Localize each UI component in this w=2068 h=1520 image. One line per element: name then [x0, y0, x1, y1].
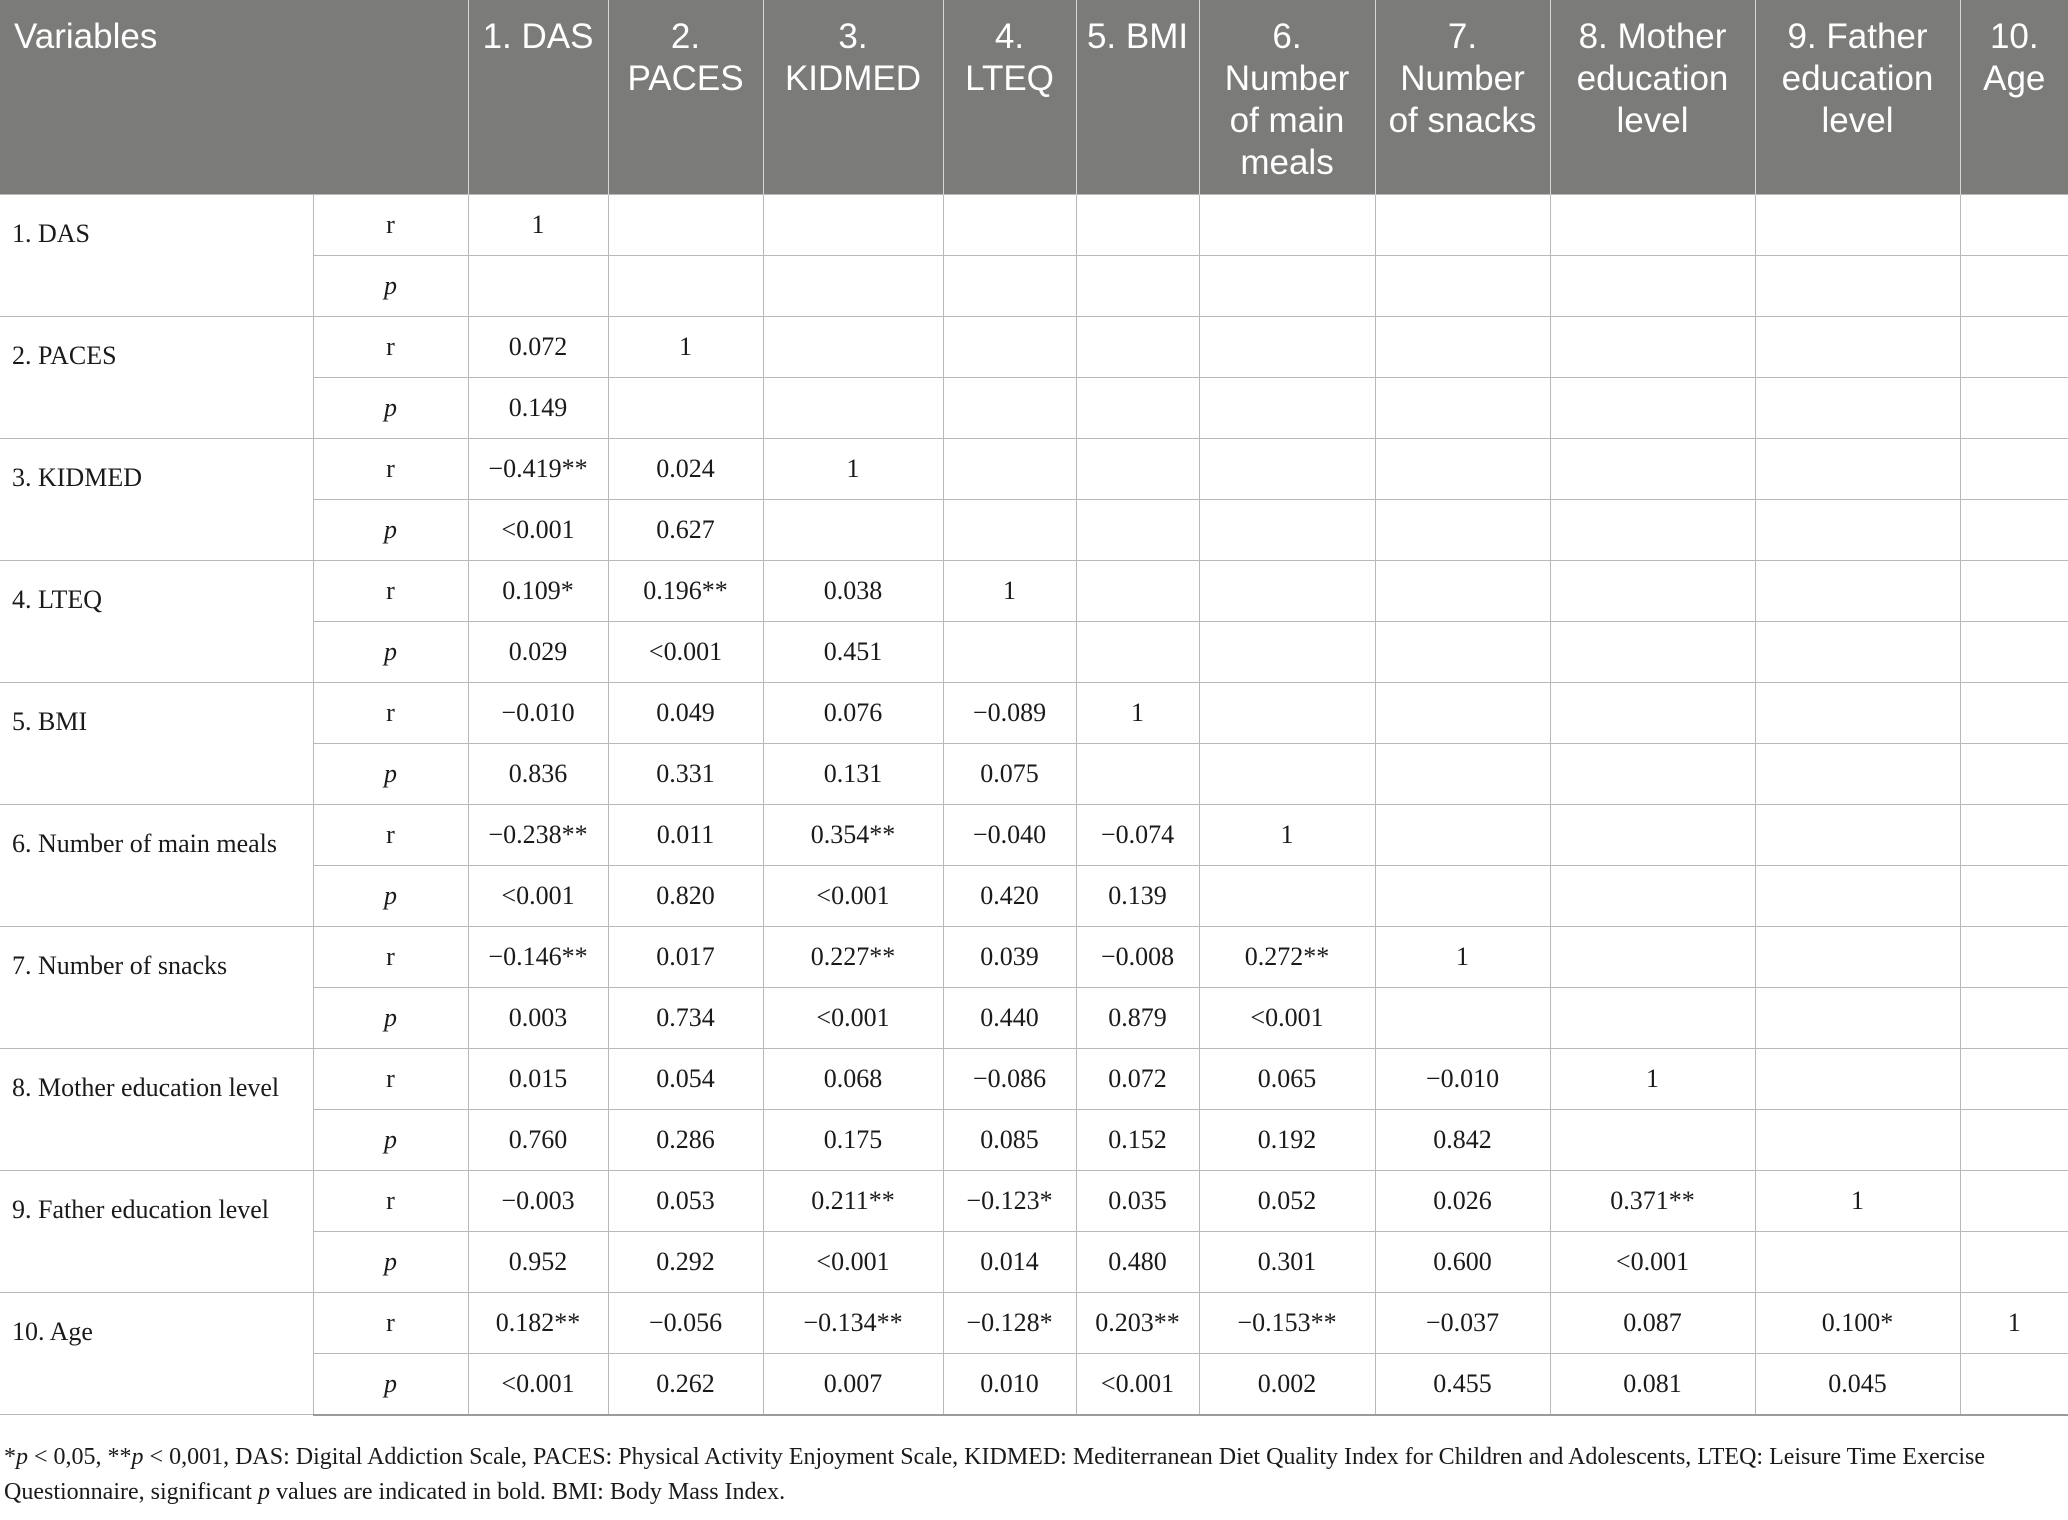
correlation-value	[1550, 561, 1755, 622]
correlation-value	[1960, 317, 2068, 378]
p-value: 0.045	[1755, 1354, 1960, 1415]
correlation-value: 0.272**	[1199, 927, 1375, 988]
p-value	[1960, 622, 2068, 683]
correlation-value	[1375, 439, 1550, 500]
p-value	[763, 500, 943, 561]
p-value: 0.842	[1375, 1110, 1550, 1171]
p-value	[1375, 744, 1550, 805]
p-value	[1199, 866, 1375, 927]
correlation-value: 1	[1755, 1171, 1960, 1232]
p-value	[943, 256, 1076, 317]
correlation-value: 0.035	[1076, 1171, 1199, 1232]
p-value: 0.879	[1076, 988, 1199, 1049]
p-value	[608, 256, 763, 317]
p-value: 0.081	[1550, 1354, 1755, 1415]
correlation-value	[1375, 317, 1550, 378]
stat-label-r: r	[313, 1293, 468, 1354]
p-value	[763, 378, 943, 439]
correlation-value: 1	[468, 195, 608, 256]
p-value: 0.301	[1199, 1232, 1375, 1293]
p-value	[1960, 1354, 2068, 1415]
correlation-value	[763, 195, 943, 256]
p-value	[1375, 866, 1550, 927]
correlation-value: 0.052	[1199, 1171, 1375, 1232]
p-value	[1375, 622, 1550, 683]
correlation-value: −0.153**	[1199, 1293, 1375, 1354]
correlation-value: 0.039	[943, 927, 1076, 988]
correlation-value: −0.238**	[468, 805, 608, 866]
p-value	[1375, 988, 1550, 1049]
correlation-value: 1	[1199, 805, 1375, 866]
correlation-value: −0.134**	[763, 1293, 943, 1354]
correlation-value	[1199, 561, 1375, 622]
correlation-value: 1	[943, 561, 1076, 622]
correlation-value	[1960, 439, 2068, 500]
stat-label-r: r	[313, 1049, 468, 1110]
stat-label-p: p	[313, 1110, 468, 1171]
p-value	[1375, 500, 1550, 561]
header-variables: Variables	[0, 0, 468, 195]
p-value	[1375, 378, 1550, 439]
p-value	[1550, 744, 1755, 805]
p-value	[1076, 256, 1199, 317]
p-value	[1550, 988, 1755, 1049]
p-value	[1960, 744, 2068, 805]
p-value: 0.152	[1076, 1110, 1199, 1171]
correlation-value: 0.203**	[1076, 1293, 1199, 1354]
column-header: 3. KIDMED	[763, 0, 943, 195]
p-value	[1755, 1232, 1960, 1293]
correlation-value	[1550, 927, 1755, 988]
correlation-value: 0.087	[1550, 1293, 1755, 1354]
p-value: 0.007	[763, 1354, 943, 1415]
p-value	[1960, 378, 2068, 439]
correlation-value	[1755, 683, 1960, 744]
p-value	[943, 378, 1076, 439]
footnote-p-symbol: p	[131, 1444, 144, 1470]
p-value: 0.451	[763, 622, 943, 683]
correlation-value: −0.010	[468, 683, 608, 744]
p-value: 0.085	[943, 1110, 1076, 1171]
correlation-value: 0.211**	[763, 1171, 943, 1232]
p-value	[1960, 256, 2068, 317]
p-value	[1755, 500, 1960, 561]
stat-label-r: r	[313, 805, 468, 866]
correlation-value: 0.026	[1375, 1171, 1550, 1232]
stat-label-r: r	[313, 561, 468, 622]
correlation-value: 1	[763, 439, 943, 500]
column-header: 8. Mother education level	[1550, 0, 1755, 195]
correlation-value: 0.017	[608, 927, 763, 988]
correlation-value	[1960, 1049, 2068, 1110]
stat-label-r: r	[313, 317, 468, 378]
p-value	[1199, 256, 1375, 317]
p-value: 0.952	[468, 1232, 608, 1293]
correlation-value: −0.089	[943, 683, 1076, 744]
correlation-value	[608, 195, 763, 256]
stat-label-p: p	[313, 622, 468, 683]
correlation-value: 0.065	[1199, 1049, 1375, 1110]
p-value: 0.149	[468, 378, 608, 439]
correlation-value: 0.049	[608, 683, 763, 744]
correlation-value: 0.068	[763, 1049, 943, 1110]
table-row	[0, 1049, 2068, 1110]
table-row	[0, 561, 2068, 622]
correlation-value	[1550, 317, 1755, 378]
p-value	[1960, 866, 2068, 927]
p-value: 0.175	[763, 1110, 943, 1171]
column-header: 4. LTEQ	[943, 0, 1076, 195]
correlation-value: 0.196**	[608, 561, 763, 622]
p-value: 0.420	[943, 866, 1076, 927]
correlation-value	[1755, 1049, 1960, 1110]
correlation-value	[1076, 561, 1199, 622]
stat-label-p: p	[313, 256, 468, 317]
table-row	[0, 1293, 2068, 1354]
correlation-value	[1550, 439, 1755, 500]
header-row	[0, 0, 2068, 195]
p-value	[1076, 744, 1199, 805]
correlation-value	[1076, 317, 1199, 378]
correlation-value: 0.024	[608, 439, 763, 500]
correlation-value	[1550, 683, 1755, 744]
stat-label-r: r	[313, 927, 468, 988]
p-value: 0.010	[943, 1354, 1076, 1415]
correlation-value	[1960, 195, 2068, 256]
p-value: 0.029	[468, 622, 608, 683]
p-value	[943, 500, 1076, 561]
correlation-value	[1960, 1171, 2068, 1232]
correlation-value: 1	[1076, 683, 1199, 744]
correlation-value	[1755, 805, 1960, 866]
p-value: 0.455	[1375, 1354, 1550, 1415]
p-value: <0.001	[468, 1354, 608, 1415]
stat-label-p: p	[313, 1354, 468, 1415]
p-value: 0.760	[468, 1110, 608, 1171]
column-header: 10. Age	[1960, 0, 2068, 195]
correlation-value	[1199, 195, 1375, 256]
table-row	[0, 195, 2068, 256]
stat-label-p: p	[313, 866, 468, 927]
correlation-value: −0.040	[943, 805, 1076, 866]
p-value	[1550, 378, 1755, 439]
correlation-value: 0.109*	[468, 561, 608, 622]
correlation-value	[1199, 317, 1375, 378]
p-value	[1960, 988, 2068, 1049]
correlation-value	[1960, 927, 2068, 988]
correlation-value: −0.010	[1375, 1049, 1550, 1110]
table-row	[0, 439, 2068, 500]
stat-label-p: p	[313, 378, 468, 439]
p-value	[943, 622, 1076, 683]
p-value	[1199, 500, 1375, 561]
correlation-value: −0.123*	[943, 1171, 1076, 1232]
correlation-value: −0.056	[608, 1293, 763, 1354]
p-value	[1199, 378, 1375, 439]
p-value: <0.001	[1199, 988, 1375, 1049]
correlation-value: −0.008	[1076, 927, 1199, 988]
p-value: <0.001	[763, 866, 943, 927]
table-row	[0, 805, 2068, 866]
correlation-value	[1550, 195, 1755, 256]
stat-label-p: p	[313, 1232, 468, 1293]
p-value	[1550, 866, 1755, 927]
p-value	[1960, 1232, 2068, 1293]
p-value: <0.001	[1076, 1354, 1199, 1415]
p-value	[1755, 622, 1960, 683]
correlation-value	[1960, 805, 2068, 866]
correlation-value	[1755, 439, 1960, 500]
p-value	[1076, 378, 1199, 439]
row-variable-label: 2. PACES	[0, 317, 313, 439]
p-value: <0.001	[608, 622, 763, 683]
p-value	[1199, 744, 1375, 805]
correlation-value: 0.054	[608, 1049, 763, 1110]
stat-label-r: r	[313, 683, 468, 744]
stat-label-r: r	[313, 195, 468, 256]
footnote-text: < 0,001, DAS: Digital Addiction Scale, PACES: Physical Activity Enjoyment Scale, KIDMED: Mediterranean Diet Quality Index for Children and Adolescents, LTEQ: Leisure Time Exercise Questionnaire, significant	[4, 1444, 1986, 1505]
correlation-value: 0.011	[608, 805, 763, 866]
correlation-value	[1076, 439, 1199, 500]
p-value: <0.001	[1550, 1232, 1755, 1293]
p-value	[1755, 378, 1960, 439]
column-header: 9. Father education level	[1755, 0, 1960, 195]
p-value: 0.139	[1076, 866, 1199, 927]
table-row	[0, 317, 2068, 378]
p-value: 0.014	[943, 1232, 1076, 1293]
correlation-value	[1550, 805, 1755, 866]
correlation-value	[1375, 195, 1550, 256]
p-value	[1755, 256, 1960, 317]
row-variable-label: 10. Age	[0, 1293, 313, 1415]
p-value: 0.002	[1199, 1354, 1375, 1415]
p-value: 0.075	[943, 744, 1076, 805]
p-value	[1550, 256, 1755, 317]
correlation-value	[1960, 561, 2068, 622]
correlation-value: 0.038	[763, 561, 943, 622]
column-header: 7. Number of snacks	[1375, 0, 1550, 195]
correlation-value: 1	[1375, 927, 1550, 988]
p-value	[1550, 622, 1755, 683]
correlation-value: 0.072	[468, 317, 608, 378]
correlation-value	[943, 439, 1076, 500]
p-value: <0.001	[468, 866, 608, 927]
p-value	[1755, 744, 1960, 805]
p-value: 0.836	[468, 744, 608, 805]
correlation-value	[1755, 195, 1960, 256]
correlation-value: 0.227**	[763, 927, 943, 988]
p-value: 0.262	[608, 1354, 763, 1415]
footnote-p-symbol: p	[16, 1444, 28, 1470]
p-value	[1076, 622, 1199, 683]
p-value: <0.001	[468, 500, 608, 561]
correlation-value: 1	[1960, 1293, 2068, 1354]
p-value	[1199, 622, 1375, 683]
column-header: 2. PACES	[608, 0, 763, 195]
p-value	[1960, 1110, 2068, 1171]
correlation-value: −0.419**	[468, 439, 608, 500]
correlation-value: 0.354**	[763, 805, 943, 866]
correlation-value: 0.076	[763, 683, 943, 744]
correlation-value	[1755, 317, 1960, 378]
correlation-value	[1199, 683, 1375, 744]
stat-label-p: p	[313, 500, 468, 561]
p-value: 0.131	[763, 744, 943, 805]
p-value	[1076, 500, 1199, 561]
correlation-value: 1	[1550, 1049, 1755, 1110]
correlation-value: 0.015	[468, 1049, 608, 1110]
p-value: 0.286	[608, 1110, 763, 1171]
correlation-value	[1076, 195, 1199, 256]
correlation-value	[1199, 439, 1375, 500]
p-value	[1550, 500, 1755, 561]
p-value: 0.734	[608, 988, 763, 1049]
row-variable-label: 5. BMI	[0, 683, 313, 805]
correlation-value	[763, 317, 943, 378]
correlation-value: −0.128*	[943, 1293, 1076, 1354]
correlation-value: 1	[608, 317, 763, 378]
footnote-text: < 0,05, **	[28, 1444, 132, 1470]
correlation-value: 0.072	[1076, 1049, 1199, 1110]
correlation-value	[1375, 683, 1550, 744]
row-variable-label: 7. Number of snacks	[0, 927, 313, 1049]
stat-label-p: p	[313, 744, 468, 805]
row-variable-label: 4. LTEQ	[0, 561, 313, 683]
column-header: 6. Number of main meals	[1199, 0, 1375, 195]
correlation-value: −0.037	[1375, 1293, 1550, 1354]
p-value: 0.440	[943, 988, 1076, 1049]
p-value	[468, 256, 608, 317]
footnote-p-symbol: p	[257, 1479, 270, 1505]
table-footnote	[4, 1440, 2064, 1510]
correlation-value: −0.003	[468, 1171, 608, 1232]
p-value: 0.480	[1076, 1232, 1199, 1293]
p-value	[1755, 988, 1960, 1049]
correlation-value	[1755, 927, 1960, 988]
row-variable-label: 1. DAS	[0, 195, 313, 317]
column-header: 5. BMI	[1076, 0, 1199, 195]
correlation-value	[1375, 561, 1550, 622]
row-variable-label: 6. Number of main meals	[0, 805, 313, 927]
row-variable-label: 3. KIDMED	[0, 439, 313, 561]
table-body	[0, 195, 2068, 1415]
p-value	[1550, 1110, 1755, 1171]
table-row	[0, 1171, 2068, 1232]
p-value: <0.001	[763, 988, 943, 1049]
p-value	[1755, 866, 1960, 927]
p-value: 0.292	[608, 1232, 763, 1293]
p-value: 0.627	[608, 500, 763, 561]
p-value: 0.003	[468, 988, 608, 1049]
row-variable-label: 8. Mother education level	[0, 1049, 313, 1171]
row-variable-label: 9. Father education level	[0, 1171, 313, 1293]
stat-label-r: r	[313, 1171, 468, 1232]
correlation-value: 0.100*	[1755, 1293, 1960, 1354]
correlation-value	[1960, 683, 2068, 744]
p-value	[1960, 500, 2068, 561]
p-value	[608, 378, 763, 439]
correlation-value: 0.371**	[1550, 1171, 1755, 1232]
correlation-value	[1755, 561, 1960, 622]
table-row	[0, 927, 2068, 988]
p-value: 0.600	[1375, 1232, 1550, 1293]
p-value: 0.820	[608, 866, 763, 927]
correlation-value: −0.146**	[468, 927, 608, 988]
footnote-text: *	[4, 1444, 16, 1470]
correlation-value: 0.182**	[468, 1293, 608, 1354]
p-value	[763, 256, 943, 317]
correlation-value: −0.074	[1076, 805, 1199, 866]
correlation-value: −0.086	[943, 1049, 1076, 1110]
table-row	[0, 683, 2068, 744]
stat-label-p: p	[313, 988, 468, 1049]
p-value	[1375, 256, 1550, 317]
p-value	[1755, 1110, 1960, 1171]
column-header: 1. DAS	[468, 0, 608, 195]
stat-label-r: r	[313, 439, 468, 500]
correlation-value	[943, 195, 1076, 256]
correlation-value: 0.053	[608, 1171, 763, 1232]
correlation-value	[943, 317, 1076, 378]
correlation-value	[1375, 805, 1550, 866]
p-value: <0.001	[763, 1232, 943, 1293]
p-value: 0.192	[1199, 1110, 1375, 1171]
p-value: 0.331	[608, 744, 763, 805]
footnote-text: values are indicated in bold. BMI: Body Mass Index.	[269, 1479, 786, 1505]
